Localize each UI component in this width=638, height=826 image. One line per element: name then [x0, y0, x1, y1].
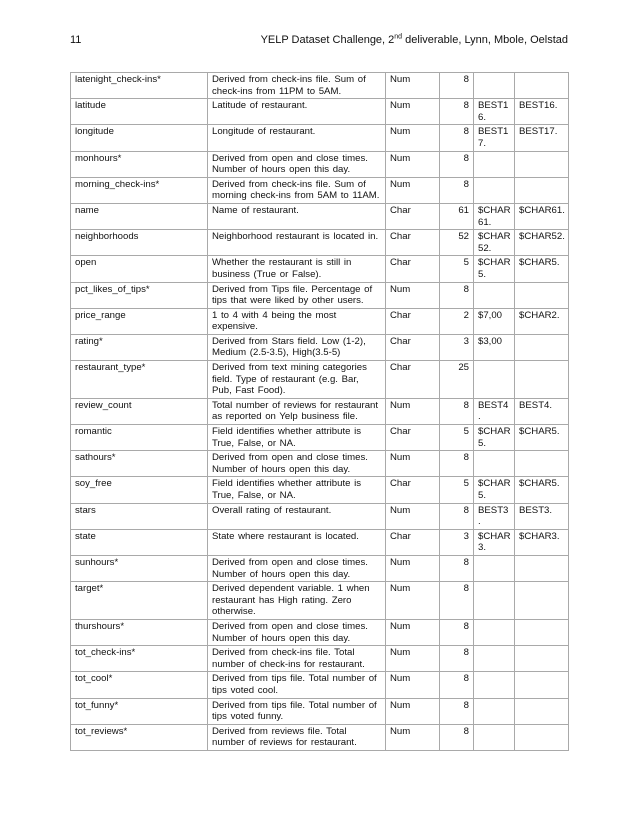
table-row: [71, 582, 569, 620]
variable-name-cell: stars: [71, 503, 208, 529]
variable-name-cell: restaurant_type*: [71, 361, 208, 399]
format-cell: [515, 646, 569, 672]
variable-name-cell: tot_cool*: [71, 672, 208, 698]
informat-cell: $CHAR52.: [474, 230, 515, 256]
length-cell: 8: [440, 582, 474, 620]
length-cell: 2: [440, 308, 474, 334]
table-row: [71, 125, 569, 151]
page-header: [0, 34, 638, 54]
format-cell: $CHAR2.: [515, 308, 569, 334]
page-number: 11: [70, 34, 82, 46]
type-cell: Num: [386, 672, 440, 698]
type-cell: Char: [386, 361, 440, 399]
description-cell: Derived from tips file. Total number of tips voted funny.: [208, 698, 386, 724]
length-cell: 52: [440, 230, 474, 256]
informat-cell: $CHAR5.: [474, 256, 515, 282]
type-cell: Num: [386, 398, 440, 424]
length-cell: 5: [440, 425, 474, 451]
length-cell: 8: [440, 724, 474, 750]
format-cell: $CHAR52.: [515, 230, 569, 256]
type-cell: Char: [386, 425, 440, 451]
type-cell: Char: [386, 256, 440, 282]
format-cell: [515, 619, 569, 645]
table-row: [71, 151, 569, 177]
type-cell: Char: [386, 230, 440, 256]
type-cell: Num: [386, 282, 440, 308]
format-cell: $CHAR5.: [515, 256, 569, 282]
description-cell: Derived from open and close times. Number of hours open this day.: [208, 555, 386, 581]
variable-name-cell: target*: [71, 582, 208, 620]
variable-name-cell: soy_free: [71, 477, 208, 503]
description-cell: State where restaurant is located.: [208, 529, 386, 555]
variable-name-cell: sunhours*: [71, 555, 208, 581]
informat-cell: $3,00: [474, 334, 515, 360]
description-cell: Derived from open and close times. Number of hours open this day.: [208, 151, 386, 177]
length-cell: 8: [440, 451, 474, 477]
description-cell: Derived from check-ins file. Total number of check-ins for restaurant.: [208, 646, 386, 672]
variable-name-cell: latitude: [71, 99, 208, 125]
format-cell: BEST4.: [515, 398, 569, 424]
description-cell: Derived from tips file. Total number of tips voted cool.: [208, 672, 386, 698]
table-row: [71, 177, 569, 203]
type-cell: Char: [386, 334, 440, 360]
description-cell: Derived from open and close times. Number of hours open this day.: [208, 451, 386, 477]
format-cell: [515, 672, 569, 698]
format-cell: [515, 361, 569, 399]
format-cell: [515, 724, 569, 750]
description-cell: Derived from open and close times. Number of hours open this day.: [208, 619, 386, 645]
informat-cell: [474, 361, 515, 399]
table-row: [71, 73, 569, 99]
table-row: [71, 256, 569, 282]
type-cell: Num: [386, 451, 440, 477]
length-cell: 8: [440, 672, 474, 698]
length-cell: 8: [440, 151, 474, 177]
variable-name-cell: monhours*: [71, 151, 208, 177]
length-cell: 8: [440, 503, 474, 529]
informat-cell: [474, 619, 515, 645]
table-row: [71, 646, 569, 672]
format-cell: [515, 555, 569, 581]
description-cell: Derived from Tips file. Percentage of tips that were liked by other users.: [208, 282, 386, 308]
table-row: [71, 282, 569, 308]
format-cell: [515, 73, 569, 99]
informat-cell: BEST4.: [474, 398, 515, 424]
variable-name-cell: morning_check-ins*: [71, 177, 208, 203]
length-cell: 25: [440, 361, 474, 399]
format-cell: $CHAR5.: [515, 477, 569, 503]
informat-cell: [474, 672, 515, 698]
variable-table: [70, 72, 569, 751]
format-cell: BEST16.: [515, 99, 569, 125]
description-cell: Derived from text mining categories field. Type of restaurant (e.g. Bar, Pub, Fast Food).: [208, 361, 386, 399]
table-row: [71, 503, 569, 529]
informat-cell: [474, 282, 515, 308]
description-cell: Latitude of restaurant.: [208, 99, 386, 125]
table-row: [71, 230, 569, 256]
type-cell: Num: [386, 73, 440, 99]
format-cell: $CHAR5.: [515, 425, 569, 451]
type-cell: Num: [386, 503, 440, 529]
length-cell: 8: [440, 177, 474, 203]
variable-name-cell: tot_reviews*: [71, 724, 208, 750]
informat-cell: [474, 646, 515, 672]
description-cell: 1 to 4 with 4 being the most expensive.: [208, 308, 386, 334]
format-cell: BEST17.: [515, 125, 569, 151]
type-cell: Num: [386, 177, 440, 203]
format-cell: $CHAR61.: [515, 203, 569, 229]
format-cell: [515, 698, 569, 724]
format-cell: [515, 177, 569, 203]
variable-name-cell: sathours*: [71, 451, 208, 477]
type-cell: Num: [386, 555, 440, 581]
length-cell: 8: [440, 698, 474, 724]
table-row: [71, 555, 569, 581]
table-row: [71, 619, 569, 645]
length-cell: 5: [440, 256, 474, 282]
table-row: [71, 334, 569, 360]
table-row: [71, 99, 569, 125]
type-cell: Num: [386, 646, 440, 672]
variable-name-cell: name: [71, 203, 208, 229]
informat-cell: [474, 151, 515, 177]
type-cell: Num: [386, 619, 440, 645]
running-title-superscript: nd: [394, 33, 403, 41]
variable-name-cell: open: [71, 256, 208, 282]
informat-cell: [474, 724, 515, 750]
running-title-text-end: deliverable, Lynn, Mbole, Oelstad: [402, 34, 568, 46]
table-row: [71, 361, 569, 399]
variable-name-cell: longitude: [71, 125, 208, 151]
length-cell: 8: [440, 646, 474, 672]
format-cell: BEST3.: [515, 503, 569, 529]
description-cell: Derived from check-ins file. Sum of morning check-ins from 5AM to 11AM.: [208, 177, 386, 203]
description-cell: Longitude of restaurant.: [208, 125, 386, 151]
informat-cell: [474, 555, 515, 581]
variable-name-cell: thurshours*: [71, 619, 208, 645]
description-cell: Field identifies whether attribute is True, False, or NA.: [208, 425, 386, 451]
informat-cell: [474, 73, 515, 99]
table-row: [71, 425, 569, 451]
length-cell: 3: [440, 529, 474, 555]
informat-cell: BEST17.: [474, 125, 515, 151]
variable-name-cell: neighborhoods: [71, 230, 208, 256]
type-cell: Char: [386, 308, 440, 334]
variable-name-cell: latenight_check-ins*: [71, 73, 208, 99]
variable-table-body: [71, 73, 569, 751]
format-cell: [515, 151, 569, 177]
length-cell: 8: [440, 555, 474, 581]
table-row: [71, 672, 569, 698]
variable-name-cell: tot_check-ins*: [71, 646, 208, 672]
table-row: [71, 724, 569, 750]
length-cell: 8: [440, 282, 474, 308]
variable-name-cell: pct_likes_of_tips*: [71, 282, 208, 308]
table-row: [71, 477, 569, 503]
table-row: [71, 451, 569, 477]
length-cell: 5: [440, 477, 474, 503]
informat-cell: [474, 698, 515, 724]
variable-name-cell: romantic: [71, 425, 208, 451]
table-row: [71, 398, 569, 424]
informat-cell: [474, 177, 515, 203]
table-row: [71, 308, 569, 334]
informat-cell: $CHAR61.: [474, 203, 515, 229]
informat-cell: BEST3.: [474, 503, 515, 529]
format-cell: $CHAR3.: [515, 529, 569, 555]
description-cell: Whether the restaurant is still in business (True or False).: [208, 256, 386, 282]
variable-name-cell: state: [71, 529, 208, 555]
informat-cell: [474, 582, 515, 620]
length-cell: 8: [440, 125, 474, 151]
variable-name-cell: price_range: [71, 308, 208, 334]
type-cell: Num: [386, 151, 440, 177]
length-cell: 8: [440, 73, 474, 99]
table-row: [71, 203, 569, 229]
type-cell: Char: [386, 529, 440, 555]
length-cell: 61: [440, 203, 474, 229]
description-cell: Name of restaurant.: [208, 203, 386, 229]
description-cell: Derived dependent variable. 1 when restaurant has High rating. Zero otherwise.: [208, 582, 386, 620]
format-cell: [515, 282, 569, 308]
type-cell: Num: [386, 698, 440, 724]
description-cell: Derived from Stars field. Low (1-2), Medium (2.5-3.5), High(3.5-5): [208, 334, 386, 360]
description-cell: Derived from check-ins file. Sum of check-ins from 11PM to 5AM.: [208, 73, 386, 99]
length-cell: 8: [440, 99, 474, 125]
length-cell: 3: [440, 334, 474, 360]
variable-name-cell: review_count: [71, 398, 208, 424]
description-cell: Field identifies whether attribute is True, False, or NA.: [208, 477, 386, 503]
length-cell: 8: [440, 619, 474, 645]
format-cell: [515, 451, 569, 477]
informat-cell: $CHAR5.: [474, 477, 515, 503]
format-cell: [515, 334, 569, 360]
type-cell: Num: [386, 724, 440, 750]
type-cell: Num: [386, 125, 440, 151]
informat-cell: $CHAR3.: [474, 529, 515, 555]
informat-cell: $CHAR5.: [474, 425, 515, 451]
type-cell: Num: [386, 99, 440, 125]
informat-cell: [474, 451, 515, 477]
description-cell: Overall rating of restaurant.: [208, 503, 386, 529]
type-cell: Char: [386, 477, 440, 503]
informat-cell: $7,00: [474, 308, 515, 334]
description-cell: Neighborhood restaurant is located in.: [208, 230, 386, 256]
running-title: [261, 34, 568, 46]
table-row: [71, 529, 569, 555]
table-row: [71, 698, 569, 724]
running-title-text: YELP Dataset Challenge, 2: [260, 34, 395, 46]
type-cell: Char: [386, 203, 440, 229]
informat-cell: BEST16.: [474, 99, 515, 125]
length-cell: 8: [440, 398, 474, 424]
variable-name-cell: rating*: [71, 334, 208, 360]
variable-name-cell: tot_funny*: [71, 698, 208, 724]
description-cell: Derived from reviews file. Total number of reviews for restaurant.: [208, 724, 386, 750]
description-cell: Total number of reviews for restaurant as reported on Yelp business file.: [208, 398, 386, 424]
type-cell: Num: [386, 582, 440, 620]
format-cell: [515, 582, 569, 620]
